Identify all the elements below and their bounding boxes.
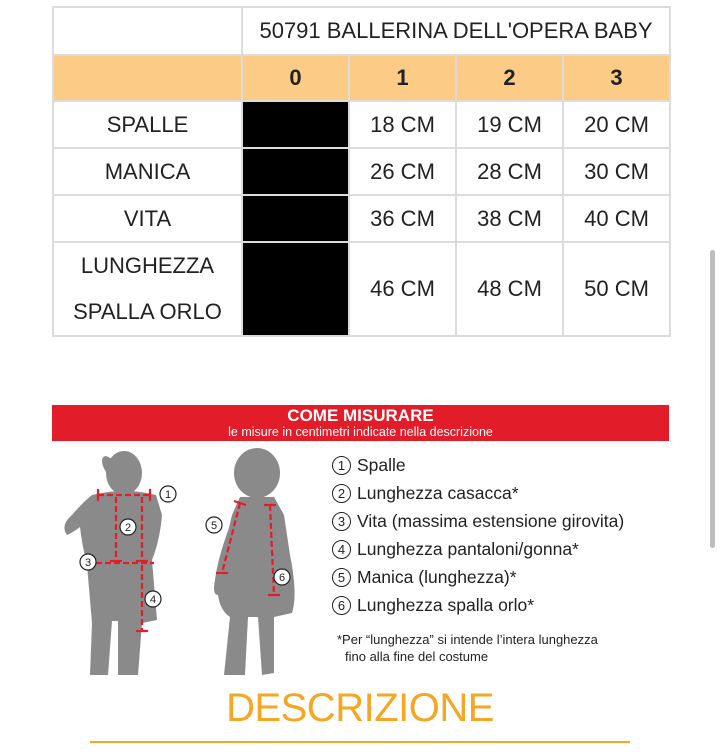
banner-subtitle: le misure in centimetri indicate nella descrizione xyxy=(228,425,493,439)
legend-text: Vita (massima estensione girovita) xyxy=(357,511,625,531)
numbered-circle-icon: 5 xyxy=(332,568,351,587)
marker-4-label: 4 xyxy=(149,594,157,606)
list-item xyxy=(332,591,672,619)
how-to-measure-banner xyxy=(52,405,669,441)
row-label: VITA xyxy=(53,195,242,242)
marker-1-label: 1 xyxy=(164,489,172,501)
size-header-row xyxy=(53,55,670,101)
numbered-circle-icon: 2 xyxy=(332,484,351,503)
size-table xyxy=(52,6,671,337)
numbered-circle-icon: 6 xyxy=(332,596,351,615)
list-item xyxy=(332,563,672,591)
row-label-line1: LUNGHEZZA xyxy=(80,253,215,278)
size-header-2: 2 xyxy=(456,55,563,101)
note-line-2: fino alla fine del costume xyxy=(345,649,489,664)
marker-4-icon xyxy=(145,591,161,607)
marker-5-label: 5 xyxy=(210,520,218,532)
row-label xyxy=(53,242,242,336)
legend-text: Lunghezza spalla orlo* xyxy=(357,595,535,615)
size-header-3: 3 xyxy=(563,55,670,101)
unavailable-cell xyxy=(242,242,349,336)
value-cell: 36 CM xyxy=(349,195,456,242)
list-item xyxy=(332,479,672,507)
marker-5-icon xyxy=(206,517,222,533)
value-cell: 38 CM xyxy=(456,195,563,242)
numbered-circle-icon: 4 xyxy=(332,540,351,559)
note-line-1: *Per “lunghezza” si intende l’intera lunghezza xyxy=(337,632,598,647)
marker-1-icon xyxy=(160,486,176,502)
how-to-measure-panel xyxy=(52,405,669,673)
legend-text: Spalle xyxy=(357,455,406,475)
measurement-figures xyxy=(52,445,332,680)
list-item xyxy=(332,535,672,563)
value-cell: 28 CM xyxy=(456,148,563,195)
value-cell: 19 CM xyxy=(456,101,563,148)
banner-title: COME MISURARE xyxy=(287,406,434,425)
table-row xyxy=(53,101,670,148)
row-label: MANICA xyxy=(53,148,242,195)
child-figure-front xyxy=(64,451,162,675)
length-note xyxy=(337,631,677,665)
marker-2-icon xyxy=(120,519,136,535)
description-divider xyxy=(90,741,630,743)
numbered-circle-icon: 3 xyxy=(332,512,351,531)
size-header-1: 1 xyxy=(349,55,456,101)
marker-6-icon xyxy=(274,569,290,585)
legend-text: Manica (lunghezza)* xyxy=(357,567,517,587)
child-figure-side xyxy=(214,448,295,675)
marker-2-label: 2 xyxy=(124,522,132,534)
list-item xyxy=(332,507,672,535)
unavailable-cell xyxy=(242,101,349,148)
table-row xyxy=(53,148,670,195)
value-cell: 40 CM xyxy=(563,195,670,242)
table-title-row xyxy=(53,7,670,55)
value-cell: 46 CM xyxy=(349,242,456,336)
marker-3-icon xyxy=(80,554,96,570)
marker-6-label: 6 xyxy=(278,572,286,584)
value-cell: 20 CM xyxy=(563,101,670,148)
legend-text: Lunghezza casacca* xyxy=(357,483,519,503)
marker-3-label: 3 xyxy=(84,557,92,569)
legend-text: Lunghezza pantaloni/gonna* xyxy=(357,539,579,559)
value-cell: 48 CM xyxy=(456,242,563,336)
value-cell: 18 CM xyxy=(349,101,456,148)
row-label: SPALLE xyxy=(53,101,242,148)
size-header-blank xyxy=(53,55,242,101)
unavailable-cell xyxy=(242,195,349,242)
value-cell: 26 CM xyxy=(349,148,456,195)
table-title-blank xyxy=(53,7,242,55)
value-cell: 50 CM xyxy=(563,242,670,336)
product-title: 50791 BALLERINA DELL'OPERA BABY xyxy=(242,7,670,55)
row-label-line2: SPALLA ORLO xyxy=(73,299,222,324)
measurement-legend xyxy=(332,451,672,619)
size-header-0: 0 xyxy=(242,55,349,101)
description-heading: DESCRIZIONE xyxy=(226,686,494,730)
table-row xyxy=(53,195,670,242)
numbered-circle-icon: 1 xyxy=(332,456,351,475)
unavailable-cell xyxy=(242,148,349,195)
value-cell: 30 CM xyxy=(563,148,670,195)
scrollbar[interactable] xyxy=(710,250,715,548)
list-item xyxy=(332,451,672,479)
table-row xyxy=(53,242,670,336)
